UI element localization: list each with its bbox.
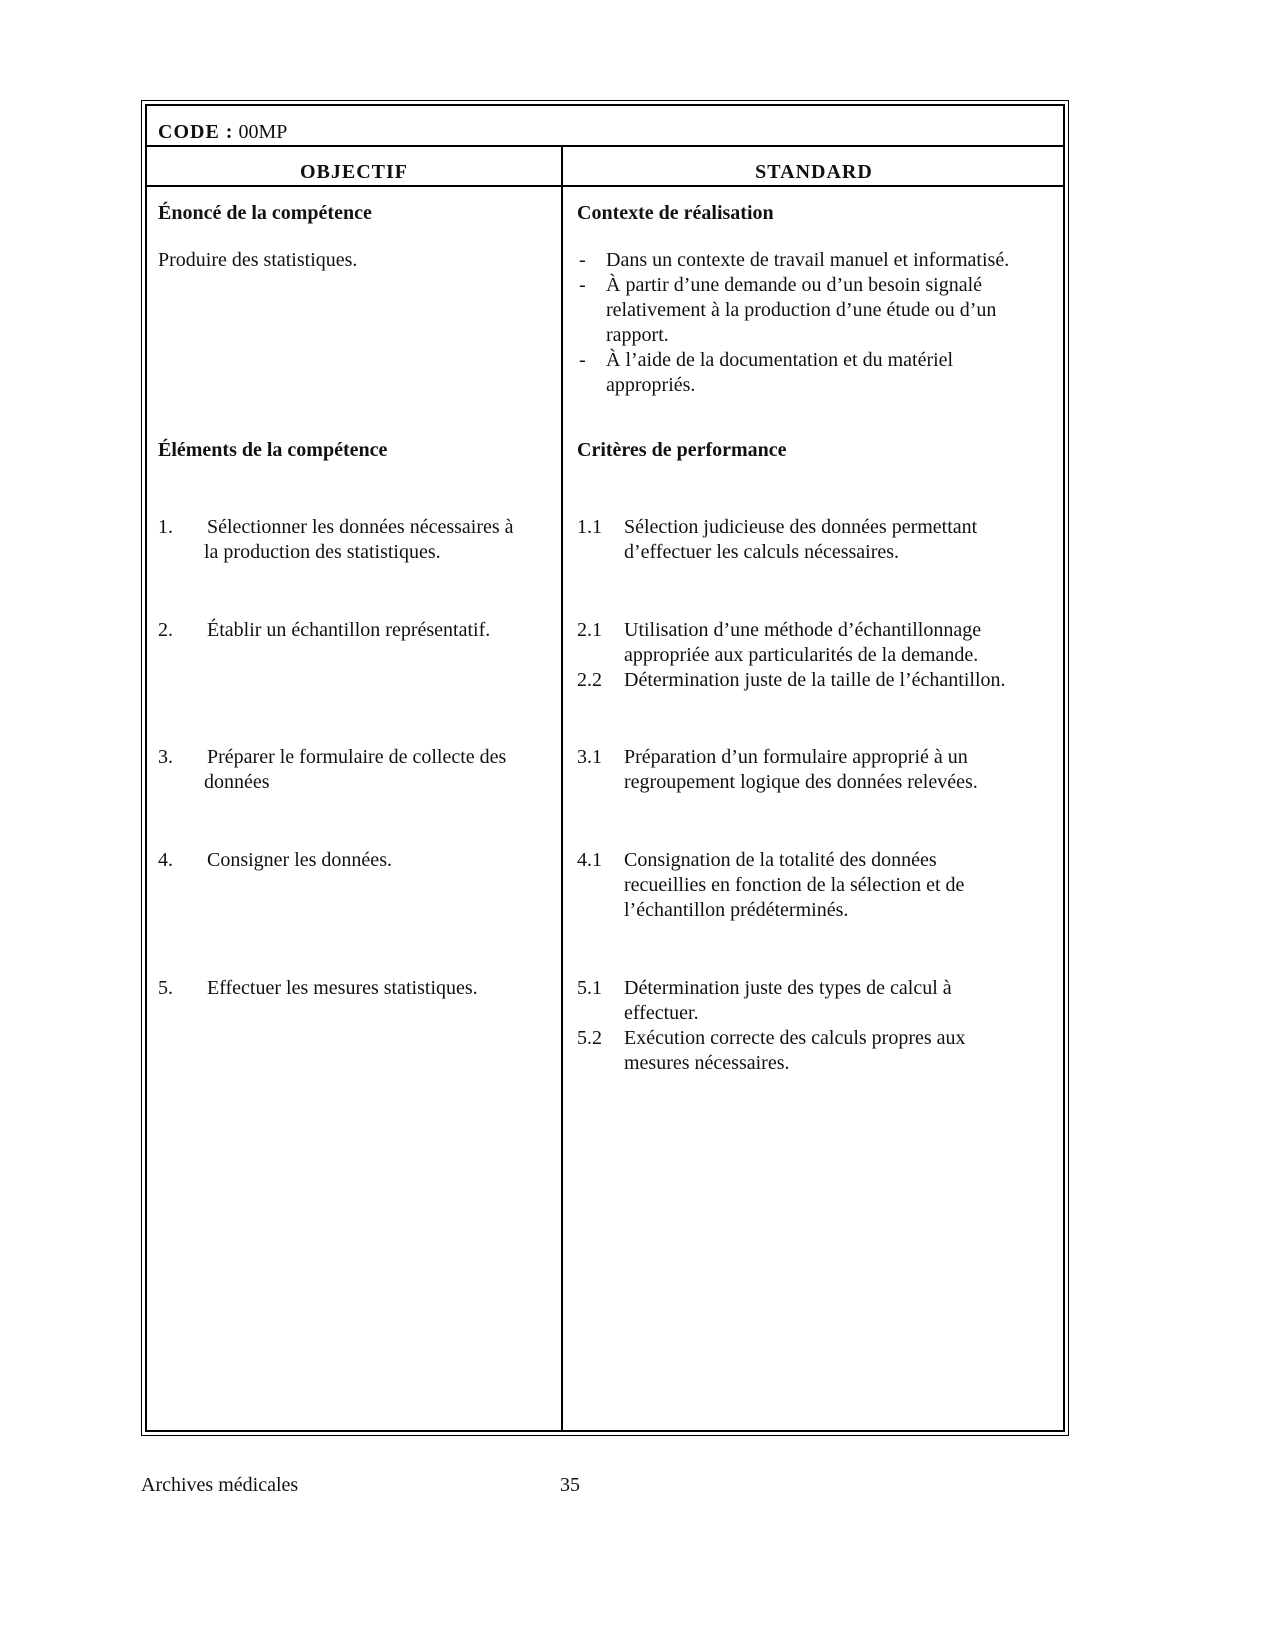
item-text-line: Utilisation d’une méthode d’échantillonnage (624, 619, 982, 641)
item-text-line: effectuer. (624, 1002, 699, 1024)
footer-title: Archives médicales (141, 1474, 299, 1496)
item-text-line: appropriée aux particularités de la demande. (624, 644, 979, 666)
item-text-line: mesures nécessaires. (624, 1052, 790, 1074)
item-text-line: Établir un échantillon représentatif. (207, 619, 491, 641)
item-text-line: appropriés. (606, 374, 696, 396)
item-number: - (579, 249, 586, 271)
item-text-line: Sélectionner les données nécessaires à (207, 516, 514, 538)
item-text-line: Détermination juste des types de calcul à (624, 977, 952, 999)
item-text-line: À l’aide de la documentation et du matériel (606, 349, 954, 371)
item-text-line: Dans un contexte de travail manuel et informatisé. (606, 249, 1010, 271)
item-number: 2.2 (577, 669, 602, 691)
item-number: 1. (158, 516, 173, 538)
item-number: - (579, 274, 586, 296)
item-text-line: Préparation d’un formulaire approprié à un (624, 746, 968, 768)
item-text-line: Détermination juste de la taille de l’échantillon. (624, 669, 1006, 691)
item-number: 4. (158, 849, 173, 871)
contexte-title: Contexte de réalisation (577, 202, 774, 224)
page-number: 35 (560, 1474, 580, 1496)
item-number: 3. (158, 746, 173, 768)
item-text-line: rapport. (606, 324, 669, 346)
code-value: 00MP (238, 121, 288, 143)
divider (145, 185, 1065, 187)
item-number: 5. (158, 977, 173, 999)
item-number: - (579, 349, 586, 371)
elements-title: Éléments de la compétence (158, 439, 388, 461)
item-text-line: Exécution correcte des calculs propres aux (624, 1027, 966, 1049)
item-number: 2. (158, 619, 173, 641)
code-label: CODE : (158, 121, 234, 143)
item-text-line: Effectuer les mesures statistiques. (207, 977, 478, 999)
item-text-line: la production des statistiques. (204, 541, 441, 563)
item-number: 4.1 (577, 849, 602, 871)
criteres-title: Critères de performance (577, 439, 787, 461)
enonce-text: Produire des statistiques. (158, 249, 358, 271)
enonce-title: Énoncé de la compétence (158, 202, 372, 224)
header-standard: STANDARD (755, 161, 873, 183)
item-text-line: l’échantillon prédéterminés. (624, 899, 849, 921)
item-number: 5.2 (577, 1027, 602, 1049)
item-text-line: Préparer le formulaire de collecte des (207, 746, 507, 768)
code-row (158, 120, 287, 145)
item-text-line: regroupement logique des données relevées. (624, 771, 978, 793)
header-objectif: OBJECTIF (299, 161, 409, 183)
item-text-line: recueillies en fonction de la sélection et de (624, 874, 965, 896)
divider (145, 145, 1065, 147)
item-text-line: Sélection judicieuse des données permettant (624, 516, 978, 538)
item-text-line: Consigner les données. (207, 849, 392, 871)
item-number: 1.1 (577, 516, 602, 538)
item-text-line: d’effectuer les calculs nécessaires. (624, 541, 900, 563)
item-text-line: À partir d’une demande ou d’un besoin signalé (606, 274, 983, 296)
column-divider (561, 145, 563, 1432)
item-number: 3.1 (577, 746, 602, 768)
item-number: 5.1 (577, 977, 602, 999)
item-text-line: Consignation de la totalité des données (624, 849, 937, 871)
item-text-line: données (204, 771, 270, 793)
item-text-line: relativement à la production d’une étude ou d’un (606, 299, 997, 321)
item-number: 2.1 (577, 619, 602, 641)
